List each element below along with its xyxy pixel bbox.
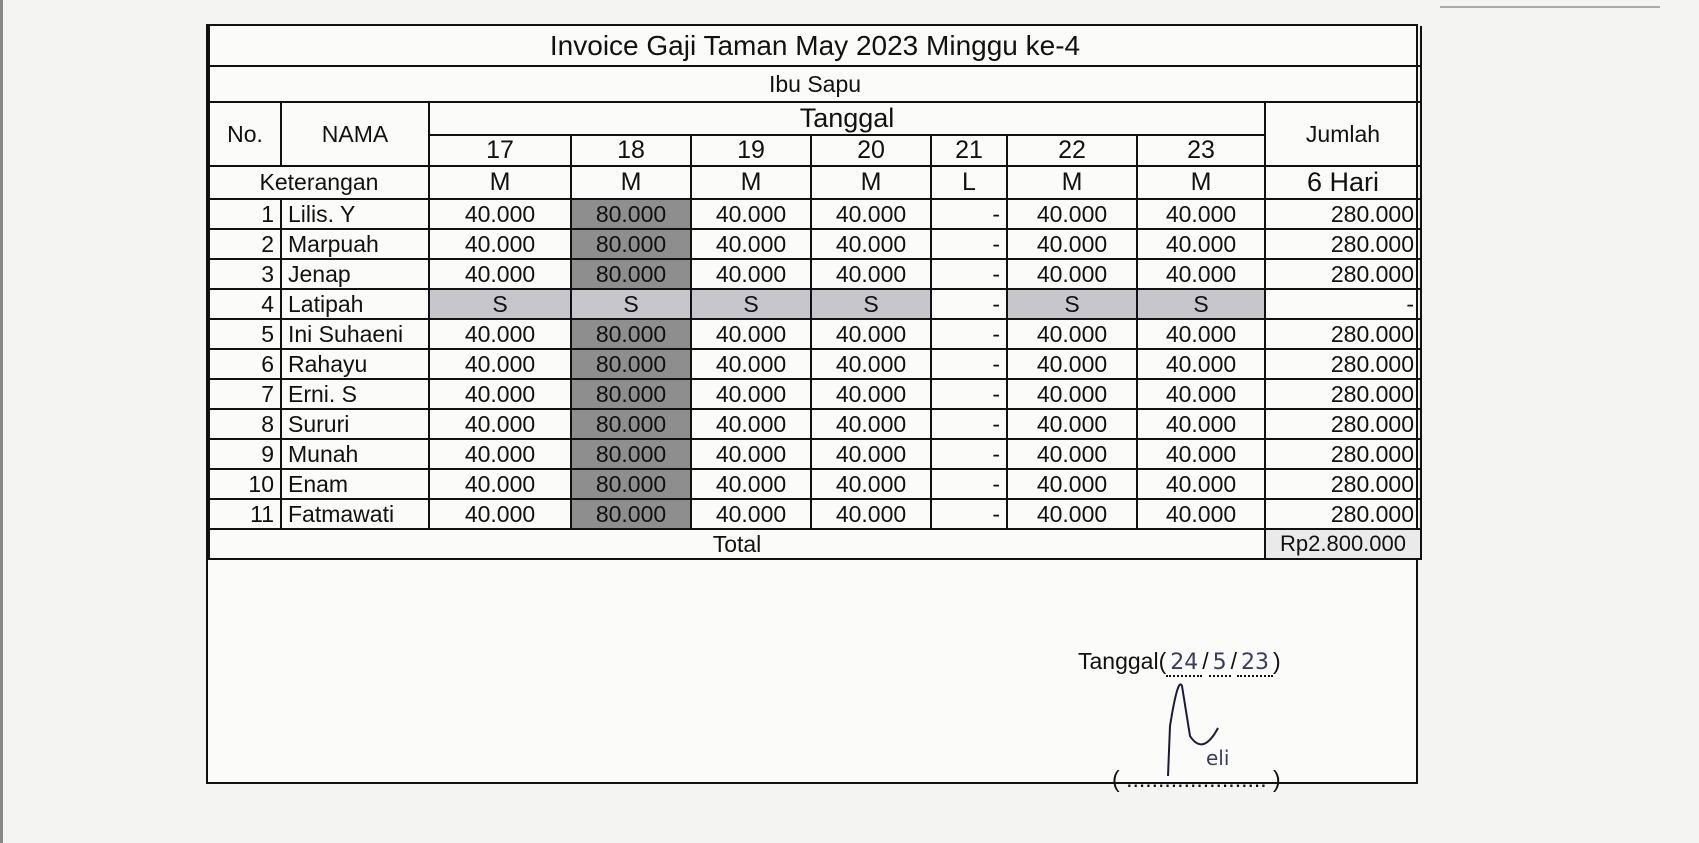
scan-edge <box>0 0 3 843</box>
row-value: 40.000 <box>1007 349 1137 379</box>
table-row <box>209 289 1421 319</box>
row-value: 40.000 <box>811 469 931 499</box>
row-value: 80.000 <box>571 259 691 289</box>
row-jumlah: 280.000 <box>1265 349 1421 379</box>
row-value: 40.000 <box>691 469 811 499</box>
row-jumlah: - <box>1265 289 1421 319</box>
keterangan-code: L <box>931 166 1007 199</box>
row-name: Rahayu <box>281 349 429 379</box>
row-jumlah: 280.000 <box>1265 439 1421 469</box>
row-value: 40.000 <box>1137 349 1265 379</box>
row-value: - <box>931 499 1007 529</box>
table-row <box>209 349 1421 379</box>
signature-day: 24 <box>1166 650 1202 677</box>
row-jumlah: 280.000 <box>1265 379 1421 409</box>
row-value: 80.000 <box>571 439 691 469</box>
row-number: 2 <box>209 229 281 259</box>
header-nama: NAMA <box>281 102 429 166</box>
row-jumlah: 280.000 <box>1265 409 1421 439</box>
invoice-table <box>208 26 1422 560</box>
row-value: 40.000 <box>811 199 931 229</box>
total-value: Rp2.800.000 <box>1265 529 1421 559</box>
row-jumlah: 280.000 <box>1265 319 1421 349</box>
row-value: - <box>931 379 1007 409</box>
date-header-20: 20 <box>811 135 931 166</box>
row-value: 40.000 <box>429 379 571 409</box>
table-row <box>209 409 1421 439</box>
keterangan-label: Keterangan <box>209 166 429 199</box>
keterangan-code: M <box>691 166 811 199</box>
signature-name-line <box>1112 766 1281 793</box>
table-row <box>209 379 1421 409</box>
row-value: 80.000 <box>571 469 691 499</box>
row-value: 40.000 <box>1007 319 1137 349</box>
row-value: - <box>931 349 1007 379</box>
row-value: 40.000 <box>811 499 931 529</box>
row-value: 80.000 <box>571 379 691 409</box>
row-value: - <box>931 319 1007 349</box>
row-value: 40.000 <box>811 409 931 439</box>
row-value: 40.000 <box>811 349 931 379</box>
row-value: 40.000 <box>429 439 571 469</box>
row-value: 40.000 <box>1007 259 1137 289</box>
row-value: 40.000 <box>811 229 931 259</box>
row-value: 40.000 <box>1007 409 1137 439</box>
signature-date-label: Tanggal <box>1078 648 1159 674</box>
total-label: Total <box>209 529 1265 559</box>
row-value: 40.000 <box>429 259 571 289</box>
row-name: Lilis. Y <box>281 199 429 229</box>
row-name: Marpuah <box>281 229 429 259</box>
date-header-22: 22 <box>1007 135 1137 166</box>
row-value: 40.000 <box>429 319 571 349</box>
row-number: 9 <box>209 439 281 469</box>
row-value: 40.000 <box>429 229 571 259</box>
header-jumlah: Jumlah <box>1265 102 1421 166</box>
row-value: 40.000 <box>1007 379 1137 409</box>
row-value: 40.000 <box>429 409 571 439</box>
signature-name-close: ) <box>1273 766 1281 792</box>
row-value: 80.000 <box>571 199 691 229</box>
row-value: 40.000 <box>691 439 811 469</box>
row-value: 80.000 <box>571 319 691 349</box>
row-value: 40.000 <box>691 349 811 379</box>
signature-date-close: ) <box>1273 648 1281 674</box>
row-value: - <box>931 289 1007 319</box>
row-value: 40.000 <box>1007 469 1137 499</box>
row-value: 40.000 <box>1137 469 1265 499</box>
row-number: 11 <box>209 499 281 529</box>
row-value: 40.000 <box>811 379 931 409</box>
row-value: - <box>931 259 1007 289</box>
row-number: 10 <box>209 469 281 499</box>
row-value: 40.000 <box>1137 379 1265 409</box>
table-row <box>209 259 1421 289</box>
keterangan-code: M <box>429 166 571 199</box>
row-jumlah: 280.000 <box>1265 199 1421 229</box>
row-value: 40.000 <box>811 439 931 469</box>
row-value: 80.000 <box>571 229 691 259</box>
row-name: Ini Suhaeni <box>281 319 429 349</box>
signature-date-open: ( <box>1158 648 1167 674</box>
keterangan-code: M <box>1007 166 1137 199</box>
keterangan-code: M <box>571 166 691 199</box>
row-value: 40.000 <box>691 409 811 439</box>
keterangan-code: M <box>1137 166 1265 199</box>
keterangan-jumlah: 6 Hari <box>1265 166 1421 199</box>
row-name: Fatmawati <box>281 499 429 529</box>
table-row <box>209 199 1421 229</box>
row-jumlah: 280.000 <box>1265 469 1421 499</box>
row-jumlah: 280.000 <box>1265 499 1421 529</box>
row-value: 40.000 <box>811 319 931 349</box>
signature-name-dots: ...................... <box>1126 766 1267 792</box>
keterangan-row <box>209 166 1421 199</box>
signature-year: 23 <box>1237 650 1273 677</box>
row-value: S <box>1007 289 1137 319</box>
keterangan-code: M <box>811 166 931 199</box>
row-value: 80.000 <box>571 499 691 529</box>
invoice-title: Invoice Gaji Taman May 2023 Minggu ke-4 <box>209 26 1421 66</box>
table-row <box>209 229 1421 259</box>
row-number: 5 <box>209 319 281 349</box>
row-value: 40.000 <box>1137 499 1265 529</box>
row-name: Munah <box>281 439 429 469</box>
row-name: Enam <box>281 469 429 499</box>
row-number: 4 <box>209 289 281 319</box>
row-value: 40.000 <box>429 499 571 529</box>
row-value: 40.000 <box>1137 229 1265 259</box>
row-number: 7 <box>209 379 281 409</box>
row-value: S <box>571 289 691 319</box>
row-value: 40.000 <box>429 469 571 499</box>
row-value: 40.000 <box>691 499 811 529</box>
table-row <box>209 439 1421 469</box>
row-value: 40.000 <box>1007 499 1137 529</box>
row-value: 40.000 <box>1137 199 1265 229</box>
row-value: S <box>811 289 931 319</box>
invoice-subtitle: Ibu Sapu <box>209 66 1421 102</box>
date-header-21: 21 <box>931 135 1007 166</box>
row-value: 40.000 <box>1137 319 1265 349</box>
signature-handwritten-name: eli <box>1206 746 1230 770</box>
row-name: Jenap <box>281 259 429 289</box>
row-name: Sururi <box>281 409 429 439</box>
row-value: 40.000 <box>1137 259 1265 289</box>
row-value: 40.000 <box>1137 409 1265 439</box>
row-jumlah: 280.000 <box>1265 229 1421 259</box>
row-value: - <box>931 439 1007 469</box>
row-number: 8 <box>209 409 281 439</box>
row-name: Erni. S <box>281 379 429 409</box>
row-value: 40.000 <box>691 319 811 349</box>
signature-month: 5 <box>1209 650 1231 677</box>
table-row <box>209 499 1421 529</box>
row-value: S <box>429 289 571 319</box>
row-value: 40.000 <box>1007 439 1137 469</box>
header-no: No. <box>209 102 281 166</box>
date-header-17: 17 <box>429 135 571 166</box>
row-value: 40.000 <box>691 379 811 409</box>
date-header-18: 18 <box>571 135 691 166</box>
row-number: 6 <box>209 349 281 379</box>
row-value: S <box>691 289 811 319</box>
invoice-document <box>206 24 1418 792</box>
date-header-19: 19 <box>691 135 811 166</box>
row-value: 40.000 <box>429 349 571 379</box>
date-header-23: 23 <box>1137 135 1265 166</box>
row-value: 40.000 <box>1137 439 1265 469</box>
row-value: 40.000 <box>1007 229 1137 259</box>
table-row <box>209 469 1421 499</box>
row-number: 3 <box>209 259 281 289</box>
row-value: - <box>931 229 1007 259</box>
row-jumlah: 280.000 <box>1265 259 1421 289</box>
row-value: S <box>1137 289 1265 319</box>
row-value: 40.000 <box>691 199 811 229</box>
row-value: 40.000 <box>429 199 571 229</box>
row-value: 40.000 <box>691 259 811 289</box>
table-row <box>209 319 1421 349</box>
row-number: 1 <box>209 199 281 229</box>
signature-name-open: ( <box>1112 766 1120 792</box>
row-value: - <box>931 409 1007 439</box>
row-name: Latipah <box>281 289 429 319</box>
row-value: 40.000 <box>691 229 811 259</box>
row-value: - <box>931 469 1007 499</box>
row-value: 80.000 <box>571 409 691 439</box>
row-value: - <box>931 199 1007 229</box>
row-value: 40.000 <box>1007 199 1137 229</box>
scan-artifact-line <box>1440 6 1660 8</box>
signature-date: Tanggal( 24 / 5 / 23 ) <box>1078 648 1281 675</box>
row-value: 80.000 <box>571 349 691 379</box>
header-tanggal: Tanggal <box>429 102 1265 135</box>
row-value: 40.000 <box>811 259 931 289</box>
